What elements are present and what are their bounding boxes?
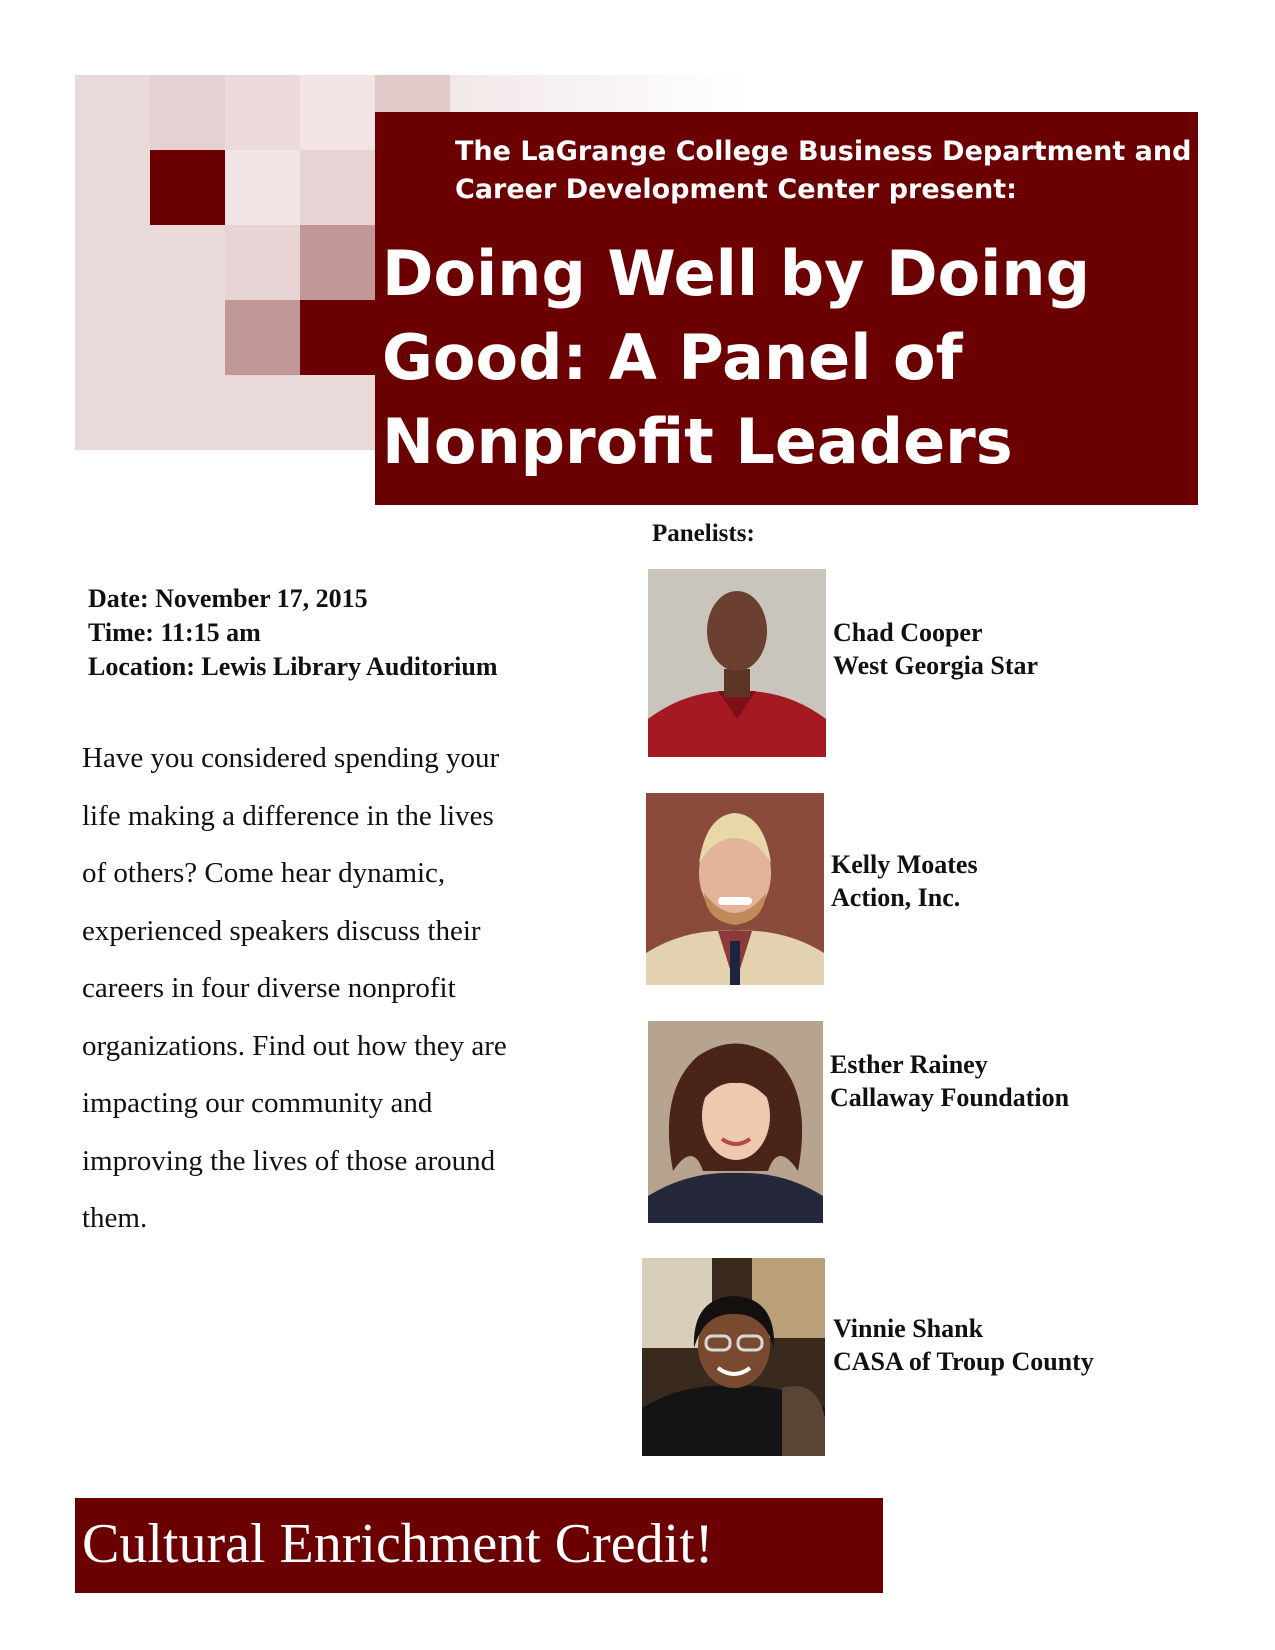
- panelist-org: West Georgia Star: [833, 651, 1039, 680]
- panelist-org: Action, Inc.: [831, 883, 961, 912]
- mosaic-square: [150, 75, 225, 150]
- panelist-photo-chad-cooper: [648, 569, 826, 757]
- mosaic-square: [225, 300, 300, 375]
- panelist-name: Chad Cooper: [833, 618, 983, 647]
- presenter-line: [455, 133, 1192, 209]
- mosaic-square: [225, 225, 300, 300]
- panelist-name: Vinnie Shank: [833, 1314, 984, 1343]
- panelist-org: Callaway Foundation: [830, 1083, 1070, 1112]
- mosaic-square: [225, 150, 300, 225]
- event-date: Date: November 17, 2015: [88, 584, 368, 613]
- credit-text: Cultural Enrichment Credit!: [82, 1513, 714, 1575]
- description-line: Have you considered spending your: [82, 742, 500, 774]
- panelist-name: Kelly Moates: [831, 850, 978, 879]
- event-location: Location: Lewis Library Auditorium: [88, 652, 498, 681]
- event-description: [82, 730, 602, 1248]
- description-line: experienced speakers discuss their: [82, 914, 481, 947]
- description-line: organizations. Find out how they are: [82, 1029, 507, 1062]
- panelist-chad-cooper: [833, 616, 1038, 682]
- event-info: [88, 582, 498, 684]
- mosaic-square: [300, 75, 375, 150]
- description-line: life making a difference in the lives: [82, 799, 494, 832]
- panelist-esther-rainey: [830, 1048, 1069, 1114]
- presenter-line-2: Career Development Center present:: [455, 174, 1017, 205]
- panelist-vinnie-shank: [833, 1312, 1094, 1378]
- mosaic-square: [150, 150, 225, 225]
- mosaic-square: [300, 225, 375, 300]
- mosaic-square: [225, 75, 300, 150]
- mosaic-square: [375, 75, 450, 112]
- event-time: Time: 11:15 am: [88, 618, 261, 647]
- description-line: of others? Come hear dynamic,: [82, 857, 446, 889]
- panelist-photo-esther-rainey: [648, 1021, 823, 1223]
- description-line: improving the lives of those around: [82, 1144, 496, 1177]
- panelist-org: CASA of Troup County: [833, 1347, 1094, 1376]
- panelist-photo-vinnie-shank: [642, 1258, 825, 1456]
- description-line: impacting our community and: [82, 1087, 433, 1119]
- mosaic-square: [450, 75, 750, 112]
- presenter-line-1: The LaGrange College Business Department and: [455, 136, 1192, 167]
- title-line-1: Doing Well by Doing: [382, 237, 1090, 310]
- mosaic-square: [300, 300, 375, 375]
- page-title: [382, 232, 1182, 484]
- panelist-kelly-moates: [831, 848, 978, 914]
- panelists-heading: Panelists:: [652, 520, 755, 547]
- mosaic-square: [300, 150, 375, 225]
- panelist-photo-kelly-moates: [646, 793, 824, 985]
- panelist-name: Esther Rainey: [830, 1050, 988, 1079]
- title-line-2: Good: A Panel of: [382, 321, 963, 394]
- title-line-3: Nonprofit Leaders: [382, 405, 1013, 478]
- description-line: careers in four diverse nonprofit: [82, 972, 456, 1004]
- description-line: them.: [82, 1202, 148, 1234]
